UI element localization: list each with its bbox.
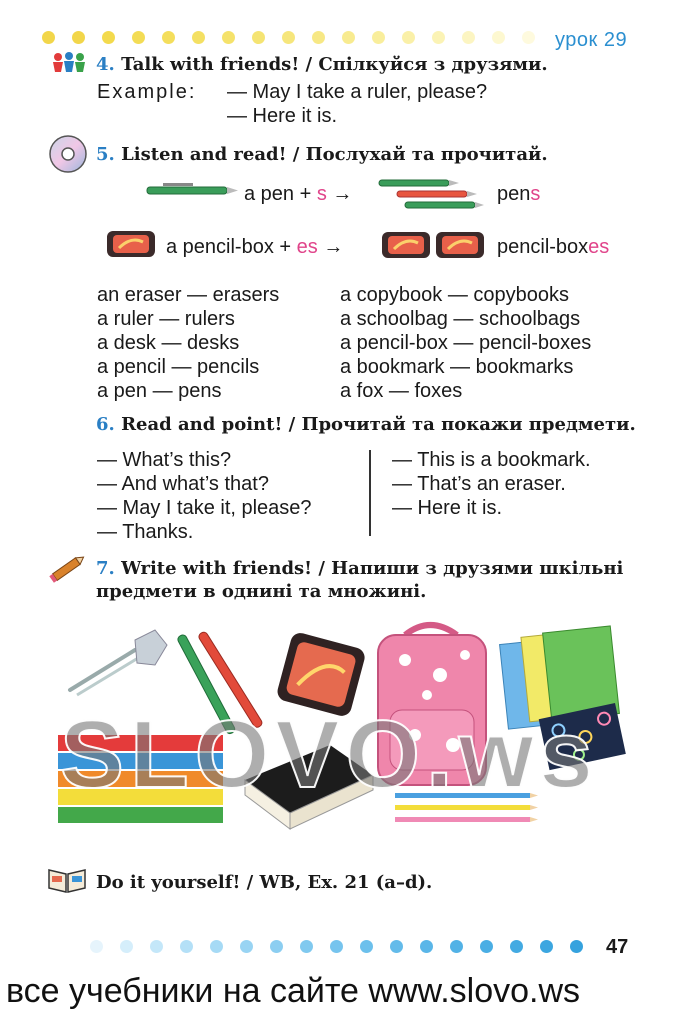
ex6-heading (96, 414, 636, 435)
box-rule-result (497, 235, 609, 259)
bookmark-clip-image (70, 630, 167, 695)
box-rule-result-suffix: es (588, 236, 610, 258)
lesson-label: урок 29 (555, 29, 628, 51)
box-rule-base: a pencil-box + (166, 236, 292, 258)
ex6-left-dialogue (97, 448, 312, 544)
pencil-icon (48, 553, 88, 588)
people-icon (50, 52, 88, 83)
dialogue-line: — And what’s that? (97, 473, 269, 495)
ex4-line1: — May I take a ruler, please? (227, 81, 488, 103)
cd-icon (48, 134, 88, 179)
ex5-title: Listen and read! / Послухай та прочитай. (121, 144, 548, 165)
book-icon (46, 864, 88, 901)
ex7-heading (96, 557, 623, 603)
left-pairs-list (97, 283, 279, 403)
dialogue-divider (369, 450, 371, 536)
watermark-main: SLOVO.ws (60, 701, 599, 808)
dialogue-line: — May I take it, please? (97, 497, 312, 519)
pen-rule-suffix: s (316, 183, 327, 205)
ex4-title: Talk with friends! / Спілкуйся з друзями. (121, 54, 548, 75)
pen-rule-result-suffix: s (530, 183, 541, 205)
pen-rule-base: a pen + (244, 183, 312, 205)
ex4-number: 4. (96, 54, 115, 75)
list-item: a fox — foxes (340, 380, 463, 402)
list-item: a schoolbag — schoolbags (340, 308, 581, 330)
list-item: a ruler — rulers (97, 308, 235, 330)
pencil-boxes-image (380, 228, 488, 267)
ex6-number: 6. (96, 414, 115, 435)
ex7-number: 7. (96, 558, 115, 579)
dialogue-line: — What’s this? (97, 449, 232, 471)
ex5-number: 5. (96, 144, 115, 165)
pen-rule-result (497, 182, 540, 206)
ex5-heading (96, 144, 548, 165)
pens-image (375, 174, 485, 221)
box-rule (166, 235, 343, 259)
list-item: a desk — desks (97, 332, 240, 354)
dialogue-line: — Here it is. (392, 497, 503, 519)
dialogue-line: — Thanks. (97, 521, 194, 543)
ex7-title-line1: Write with friends! / Напиши з друзями шкільні (121, 558, 624, 579)
ex4-example-label: Example: (97, 81, 197, 103)
list-item: a pencil-box — pencil-boxes (340, 332, 592, 354)
list-item: an eraser — erasers (97, 284, 280, 306)
list-item: a pen — pens (97, 380, 222, 402)
ex6-right-dialogue (392, 448, 591, 520)
box-rule-arrow: → (323, 236, 344, 258)
right-pairs-list (340, 283, 591, 403)
box-rule-suffix: es (296, 236, 318, 258)
pen-rule-result-base: pen (497, 183, 531, 205)
dialogue-line: — This is a bookmark. (392, 449, 591, 471)
pen-rule-arrow: → (332, 183, 353, 205)
dialogue-line: — That’s an eraser. (392, 473, 566, 495)
pencil-box-image (105, 228, 157, 265)
ex7-title-line2: предмети в однині та множині. (96, 581, 427, 602)
list-item: a bookmark — bookmarks (340, 356, 574, 378)
ex4-heading (96, 54, 548, 75)
list-item: a copybook — copybooks (340, 284, 570, 306)
page-number: 47 (606, 936, 629, 958)
pen-image (143, 178, 239, 207)
list-item: a pencil — pencils (97, 356, 260, 378)
footer-text: все учебники на сайте www.slovo.ws (6, 972, 581, 1010)
ex6-title: Read and point! / Прочитай та покажи предмети. (121, 414, 636, 435)
homework-text: Do it yourself! / WB, Ex. 21 (a–d). (96, 872, 433, 893)
pen-rule (244, 182, 352, 206)
ex4-line2: — Here it is. (227, 105, 338, 127)
box-rule-result-base: pencil-box (497, 236, 589, 258)
